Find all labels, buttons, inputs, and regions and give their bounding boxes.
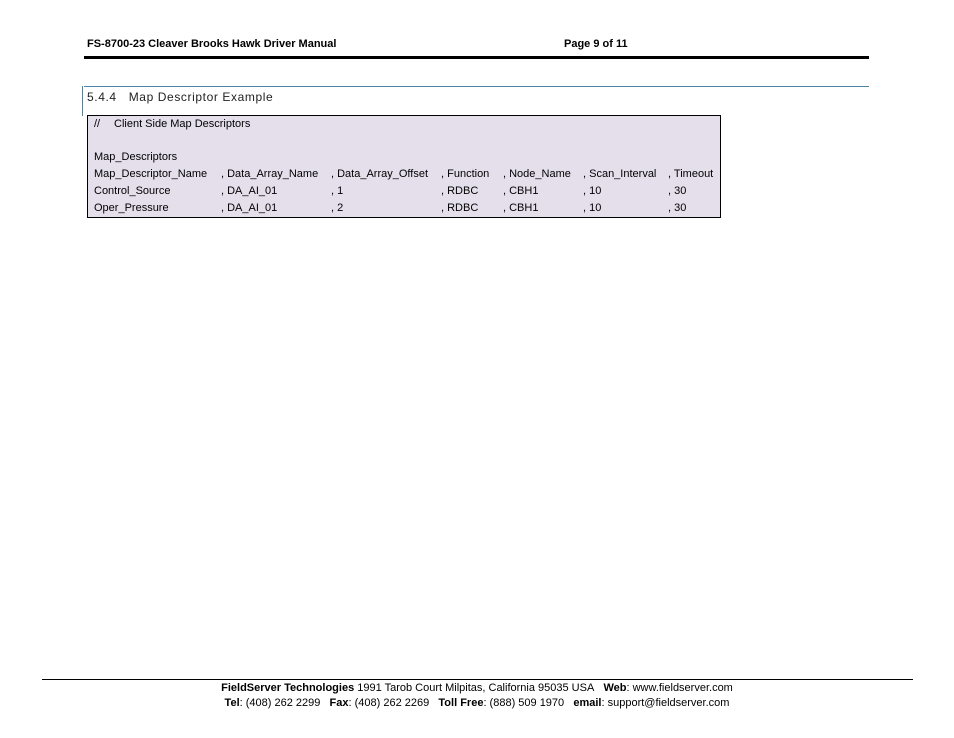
column-header: , Function: [441, 168, 490, 180]
footer-address: 1991 Tarob Court Milpitas, California 95035 USA: [354, 682, 595, 694]
code-cell: , 30: [668, 185, 687, 197]
code-cell: , DA_AI_01: [221, 185, 278, 197]
document-title: FS-8700-23 Cleaver Brooks Hawk Driver Manual: [87, 38, 337, 50]
section-number: 5.4.4: [87, 90, 117, 104]
footer-divider: [42, 679, 913, 680]
section-divider: [84, 86, 869, 87]
column-header: , Timeout: [668, 168, 714, 180]
footer-fax-value: : (408) 262 2269: [348, 697, 430, 709]
footer-address-line: [0, 682, 954, 694]
footer-fax-label: Fax: [329, 697, 349, 709]
code-example-box: [87, 115, 721, 218]
footer-email-value: : support@fieldserver.com: [601, 697, 730, 709]
code-cell: , DA_AI_01: [221, 202, 278, 214]
code-cell: Oper_Pressure: [94, 202, 169, 214]
section-marker: [82, 86, 83, 116]
column-header: Map_Descriptor_Name: [94, 168, 208, 180]
section-title-text: Map Descriptor Example: [128, 90, 274, 104]
code-cell: , 10: [583, 185, 602, 197]
column-header: , Node_Name: [503, 168, 571, 180]
code-cell: , CBH1: [503, 185, 539, 197]
footer-web-label: Web: [603, 682, 627, 694]
code-section-name: Map_Descriptors: [94, 151, 178, 163]
code-cell: , 10: [583, 202, 602, 214]
code-cell: , CBH1: [503, 202, 539, 214]
footer-tel-value: : (408) 262 2299: [239, 697, 321, 709]
column-header: , Data_Array_Offset: [331, 168, 429, 180]
footer-tel-label: Tel: [224, 697, 240, 709]
code-cell: , 2: [331, 202, 344, 214]
footer-email-label: email: [573, 697, 602, 709]
footer-web-value: : www.fieldserver.com: [626, 682, 733, 694]
code-cell: , 1: [331, 185, 344, 197]
comment-text: Client Side Map Descriptors: [114, 118, 251, 130]
code-cell: , RDBC: [441, 202, 479, 214]
code-cell: , 30: [668, 202, 687, 214]
header-divider: [84, 56, 869, 59]
code-cell: , RDBC: [441, 185, 479, 197]
column-header: , Data_Array_Name: [221, 168, 319, 180]
footer-contact-line: [0, 697, 954, 709]
section-heading: [87, 90, 273, 104]
footer-tollfree-label: Toll Free: [438, 697, 484, 709]
page-number: Page 9 of 11: [564, 38, 628, 50]
comment-slashes: //: [94, 118, 101, 130]
code-comment: [94, 117, 250, 131]
footer-tollfree-value: : (888) 509 1970: [483, 697, 565, 709]
code-cell: Control_Source: [94, 185, 171, 197]
footer-company: FieldServer Technologies: [221, 682, 355, 694]
column-header: , Scan_Interval: [583, 168, 657, 180]
